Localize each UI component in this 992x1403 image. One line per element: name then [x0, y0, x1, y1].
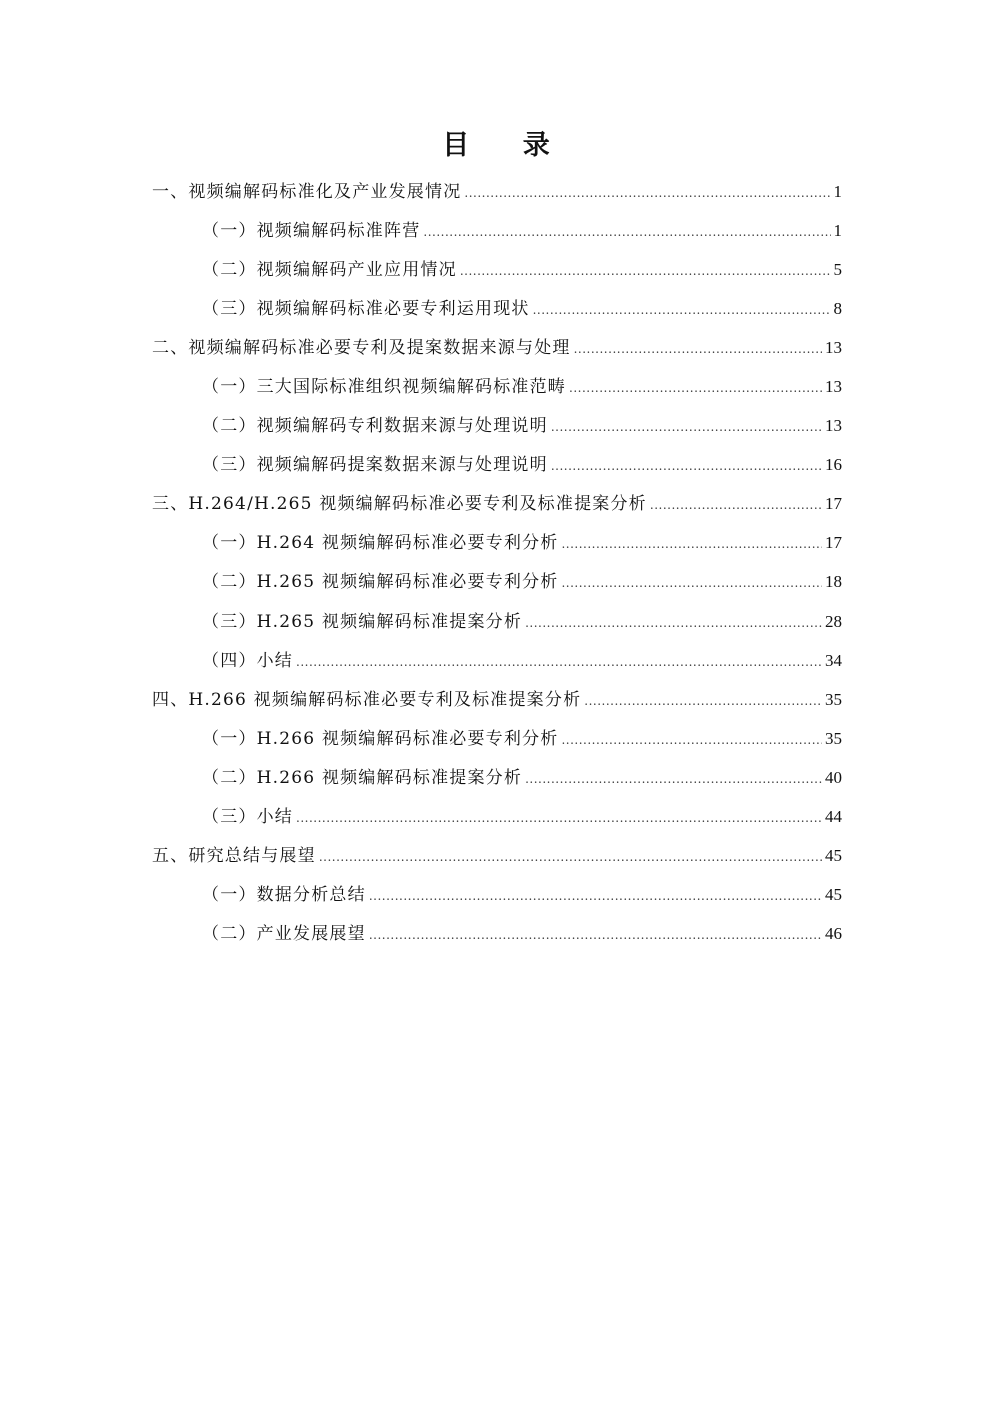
toc-entry-text: 五、研究总结与展望 — [152, 845, 316, 866]
toc-entry-text: （一）三大国际标准组织视频编解码标准范畴 — [202, 377, 566, 398]
toc-entry-page: 1 — [833, 182, 842, 201]
toc-entry-text: 二、视频编解码标准必要专利及提案数据来源与处理 — [152, 338, 571, 359]
toc-entry[interactable] — [152, 758, 842, 797]
toc-entry[interactable] — [152, 484, 842, 523]
toc-entry-text: （一）数据分析总结 — [202, 884, 366, 905]
toc-entry-page: 45 — [825, 884, 842, 904]
toc-entry-page: 5 — [833, 260, 842, 280]
toc-leader-dots — [369, 916, 822, 955]
toc-title: 目 录 — [442, 130, 572, 161]
toc-entry-page: 13 — [825, 338, 842, 358]
toc-leader-dots — [574, 330, 822, 369]
toc-leader-dots — [533, 291, 831, 330]
toc-entry-text: （三）视频编解码提案数据来源与处理说明 — [202, 455, 548, 476]
toc-leader-dots — [423, 213, 830, 252]
toc-list — [152, 172, 842, 953]
toc-entry-page: 46 — [825, 923, 842, 943]
toc-entry-text: （二）视频编解码产业应用情况 — [202, 260, 457, 281]
toc-entry-text: （二）视频编解码专利数据来源与处理说明 — [202, 416, 548, 437]
toc-entry[interactable] — [152, 445, 842, 484]
toc-leader-dots — [319, 838, 822, 877]
toc-entry-page: 45 — [825, 845, 842, 865]
toc-leader-dots — [561, 525, 822, 564]
toc-leader-dots — [460, 252, 831, 291]
toc-entry-page: 28 — [825, 611, 842, 631]
toc-entry[interactable] — [152, 602, 842, 641]
toc-entry[interactable] — [152, 797, 842, 836]
toc-entry-text: （二）H.265 视频编解码标准必要专利分析 — [202, 572, 559, 593]
toc-entry[interactable] — [152, 680, 842, 719]
toc-entry-text: （二）H.266 视频编解码标准提案分析 — [202, 767, 523, 788]
toc-entry-page: 17 — [825, 533, 842, 553]
toc-entry-text: （四）小结 — [202, 650, 293, 671]
toc-entry-page: 35 — [825, 689, 842, 709]
toc-entry-text: （一）H.264 视频编解码标准必要专利分析 — [202, 533, 559, 554]
toc-entry[interactable] — [152, 367, 842, 406]
toc-entry-text: （三）视频编解码标准必要专利运用现状 — [202, 299, 530, 320]
toc-entry-page: 13 — [825, 416, 842, 436]
toc-leader-dots — [551, 408, 822, 447]
toc-entry-page: 18 — [825, 572, 842, 592]
toc-entry[interactable] — [152, 250, 842, 289]
toc-leader-dots — [525, 604, 822, 643]
toc-leader-dots — [369, 877, 822, 916]
toc-entry-page: 16 — [825, 455, 842, 475]
toc-entry-page: 34 — [825, 650, 842, 670]
toc-entry[interactable] — [152, 211, 842, 250]
toc-entry-page: 44 — [825, 806, 842, 826]
toc-entry-text: （一）H.266 视频编解码标准必要专利分析 — [202, 728, 559, 749]
toc-leader-dots — [296, 643, 822, 682]
toc-entry[interactable] — [152, 719, 842, 758]
toc-entry[interactable] — [152, 289, 842, 328]
toc-entry-text: （二）产业发展展望 — [202, 923, 366, 944]
toc-leader-dots — [561, 564, 822, 603]
toc-leader-dots — [650, 486, 822, 525]
toc-entry[interactable] — [152, 172, 842, 211]
toc-entry-page: 13 — [825, 377, 842, 397]
toc-entry-page: 35 — [825, 728, 842, 748]
toc-leader-dots — [561, 721, 822, 760]
toc-entry-page: 17 — [825, 494, 842, 514]
toc-entry[interactable] — [152, 328, 842, 367]
toc-entry[interactable] — [152, 523, 842, 562]
toc-leader-dots — [296, 799, 822, 838]
toc-entry-text: （三）H.265 视频编解码标准提案分析 — [202, 611, 523, 632]
toc-leader-dots — [569, 369, 822, 408]
toc-entry[interactable] — [152, 836, 842, 875]
toc-leader-dots — [551, 447, 822, 486]
toc-leader-dots — [584, 682, 822, 721]
toc-entry[interactable] — [152, 914, 842, 953]
toc-entry-page: 8 — [833, 299, 842, 319]
toc-entry[interactable] — [152, 562, 842, 601]
toc-entry[interactable] — [152, 875, 842, 914]
toc-entry-text: 一、视频编解码标准化及产业发展情况 — [152, 182, 462, 202]
toc-entry[interactable] — [152, 406, 842, 445]
toc-entry-text: （三）小结 — [202, 806, 293, 827]
toc-entry-page: 40 — [825, 767, 842, 787]
toc-entry-text: 四、H.266 视频编解码标准必要专利及标准提案分析 — [152, 689, 582, 710]
toc-entry-text: （一）视频编解码标准阵营 — [202, 221, 421, 242]
toc-entry[interactable] — [152, 641, 842, 680]
toc-leader-dots — [525, 760, 822, 799]
toc-entry-page: 1 — [833, 221, 842, 241]
toc-entry-text: 三、H.264/H.265 视频编解码标准必要专利及标准提案分析 — [152, 494, 647, 515]
toc-leader-dots — [464, 174, 830, 213]
